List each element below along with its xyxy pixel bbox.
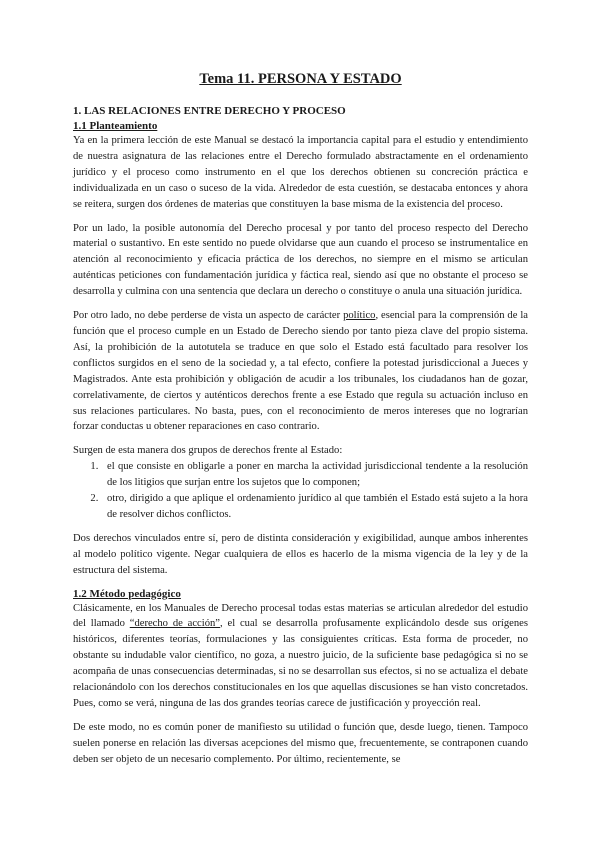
paragraph-6-text-b: , el cual se desarrolla profusamente explicándolo desde sus orígenes históricos, diferentes teorías, formulaciones y las consiguientes críticas. Esta forma de proceder, no obstante su indudable valor científico, no goza, a nuestro juicio, de la suficiente base pedagógica si no se acompaña de unas consecuencias determinadas, si no se desarrollan sus efectos, si no se actualiza el debate relacionándolo con los derechos constitucionales en los que aquellas discusiones se han visto concretados. Pues, como se verá, ninguna de las dos grandes teorías carece de justificación y proyección real. bbox=[73, 618, 528, 709]
paragraph-1: Ya en la primera lección de este Manual se destacó la importancia capital para el estudio y entendimiento de nuestra asignatura de las relaciones entre el Derecho formulado abstractamente en el ordenamiento jurídico y el proceso como instrumento en el que los derechos obtienen su concreción práctica e individualizada en un caso o suceso de la vida. Alrededor de esta cuestión, se destacaba entonces y ahora se reitera, surgen dos órdenes de materias que constituyen la base misma de la existencia del proceso. bbox=[73, 135, 528, 210]
paragraph-6 bbox=[73, 601, 528, 712]
paragraph-4: Surgen de esta manera dos grupos de derechos frente al Estado: bbox=[73, 445, 343, 457]
paragraph-3-text-b: , esencial para la comprensión de la función que el proceso cumple en un Estado de Derecho siendo por tanto pieza clave del propio sistema. Así, la prohibición de la autotutela se traduce en que solo el Estado está facultado para resolver los conflictos surgidos en el seno de la sociedad y, a tal efecto, confiere la potestad jurisdiccional a Jueces y Magistrados. Ante esta prohibición y obligación de acudir a los tribunales, los ciudadanos han de gozar, correlativamente, de ciertos y auténticos derechos frente a ese Estado que regula su actuación incluso en sus relaciones particulares. No basta, pues, con el reconocimiento de meros intereses que no lograrían forzar conductas u obtener reparaciones en caso contrario. bbox=[73, 310, 528, 433]
paragraph-3-underlined: político bbox=[343, 310, 376, 322]
document-page bbox=[73, 70, 528, 776]
subsection-heading-metodo: 1.2 Método pedagógico bbox=[73, 587, 181, 600]
list-item: 2. otro, dirigido a que aplique el ordenamiento jurídico al que también el Estado está sujeto a la hora de resolver dichos conflictos. bbox=[101, 491, 528, 523]
rights-list bbox=[73, 459, 528, 523]
paragraph-7: De este modo, no es común poner de manifiesto su utilidad o función que, desde luego, tienen. Tampoco suelen ponerse en relación las diversas acepciones del mismo que, frecuentemente, se contraponen cuando deben ser objeto de un necesario complemento. Por último, recientemente, se bbox=[73, 721, 528, 765]
subsection-heading-planteamiento: 1.1 Planteamiento bbox=[73, 120, 158, 132]
paragraph-3-text-a: Por otro lado, no debe perderse de vista un aspecto de carácter bbox=[73, 310, 344, 322]
section-heading: 1. LAS RELACIONES ENTRE DERECHO Y PROCESO bbox=[73, 105, 346, 117]
paragraph-3 bbox=[73, 308, 528, 435]
paragraph-5: Dos derechos vinculados entre sí, pero de distinta consideración y exigibilidad, aunque ambos inherentes al modelo político vigente. Negar cualquiera de ellos es hacerlo de la misma vigencia de la ley y de la estructura del sistema. bbox=[73, 532, 528, 576]
paragraph-2: Por un lado, la posible autonomía del Derecho procesal y por tanto del proceso respecto del Derecho material o sustantivo. En este sentido no puede olvidarse que aun cuando el proceso se instrumentalice en atención al reconocimiento y eficacia práctica de los derechos, no siempre en el mismo se articulan auténticas peticiones con fundamentación jurídica y fáctica real, siendo así que no obstante el proceso se desarrolla y culmina con una sentencia que declara un derecho o constituye o anula una situación jurídica. bbox=[73, 222, 528, 298]
paragraph-6-underlined: “derecho de acción” bbox=[129, 618, 220, 630]
list-item: 1. el que consiste en obligarle a poner en marcha la actividad jurisdiccional tendente a la resolución de los litigios que surjan entre los sujetos que lo componen; bbox=[101, 459, 528, 491]
paragraph-6-text-a: Clásicamente, en los Manuales de Derecho procesal todas estas materias se articulan alrededor del estudio del llamado bbox=[73, 602, 528, 630]
document-title: Tema 11. PERSONA Y ESTADO bbox=[199, 71, 402, 87]
